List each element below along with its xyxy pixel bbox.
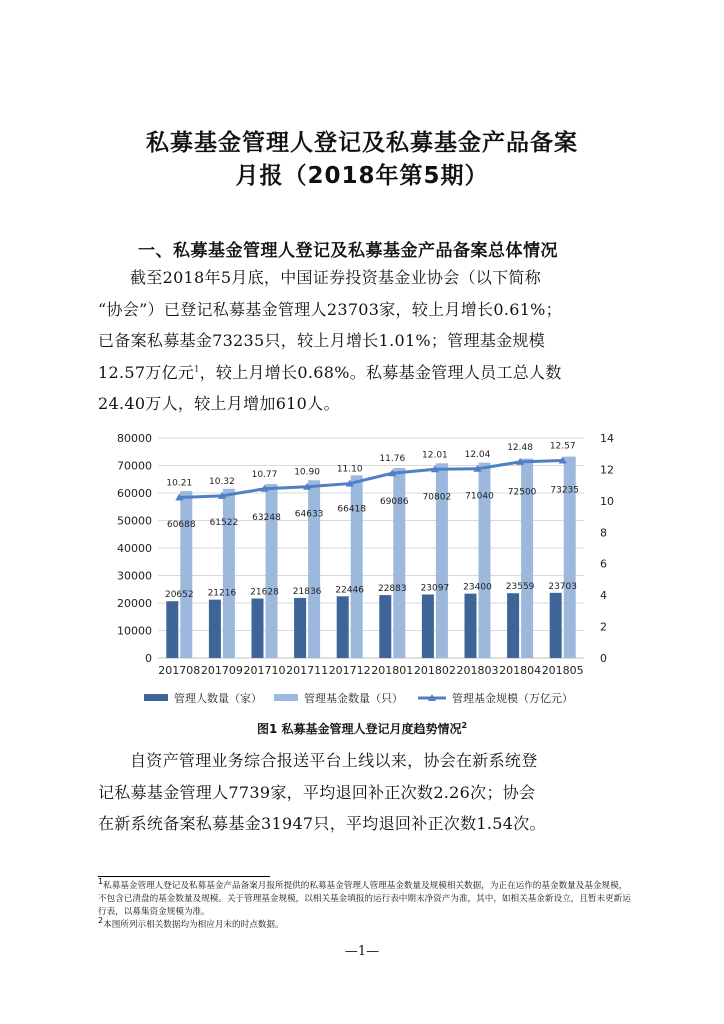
left-tick-label: 70000	[117, 459, 152, 473]
right-tick-label: 14	[600, 432, 614, 445]
scale-line	[179, 460, 562, 497]
managers-data-label: 20652	[164, 590, 194, 601]
scale-text: 12.57万亿元	[98, 362, 195, 382]
bar-funds	[308, 480, 320, 658]
managers-data-label: 23703	[548, 581, 578, 592]
legend-label-funds: 管理基金数量（只）	[304, 692, 403, 705]
system-paragraph	[98, 745, 632, 840]
footnote-1	[98, 877, 634, 919]
bar-managers	[166, 601, 178, 658]
funds-data-label: 64633	[294, 509, 324, 520]
footnote-text: 私募基金管理人登记及私募基金产品备案月报所提供的私募基金管理人管理基金数量及规模相关数据，为正在运作的基金数量及基金规模，不包含已清盘的基金数量及规模。关于管理基金规模，以相关基金填报的运行表中期末净资产为准，其中，如相关基金新设立，且暂未更新运行表，以募集资金规模为准。	[98, 881, 631, 917]
trend-chart	[96, 428, 630, 718]
scale-data-label: 11.10	[336, 464, 363, 475]
bar-funds	[266, 484, 278, 658]
paragraph-line: 截至2018年5月底，中国证券投资基金业协会（以下简称	[130, 268, 541, 287]
scale-data-label: 10.77	[251, 469, 278, 480]
footnote-divider	[98, 876, 270, 877]
page-title-line2: 月报（2018年第5期）	[235, 163, 489, 189]
legend-label-scale: 管理基金规模（万亿元）	[452, 692, 573, 705]
funds-data-label: 71040	[465, 491, 494, 502]
scale-data-label: 12.48	[507, 442, 533, 453]
summary-paragraph	[98, 262, 632, 420]
bar-funds	[223, 489, 235, 658]
right-axis-ticks	[600, 432, 614, 665]
left-axis-ticks	[117, 432, 152, 665]
left-tick-label: 50000	[117, 514, 152, 528]
left-tick-label: 10000	[117, 624, 152, 638]
scale-data-label: 10.32	[209, 476, 235, 487]
managers-data-label: 23559	[505, 582, 535, 593]
x-tick-label: 201805	[541, 664, 584, 677]
x-tick-label: 201712	[328, 664, 371, 677]
scale-data-label: 10.90	[294, 467, 320, 478]
scale-data-label: 12.01	[422, 450, 448, 461]
right-tick-label: 4	[600, 589, 607, 603]
paragraph-line: 在新系统备案私募基金31947只，平均退回补正次数1.54次。	[98, 814, 546, 833]
managers-data-label: 23097	[420, 583, 450, 594]
paragraph-line: 自资产管理业务综合报送平台上线以来，协会在新系统登	[130, 751, 538, 770]
legend-swatch-managers	[144, 694, 168, 701]
managers-data-label: 22446	[335, 585, 365, 596]
paragraph-line: 已备案私募基金73235只，较上月增长1.01%；管理基金规模	[98, 331, 546, 350]
footnote-2	[98, 916, 634, 932]
paragraph-line: 24.40万人，较上月增加610人。	[98, 394, 340, 413]
bar-managers	[507, 593, 519, 658]
left-tick-label: 20000	[117, 597, 152, 610]
x-tick-label: 201710	[243, 664, 286, 677]
footnote-mark: 1	[98, 877, 104, 887]
bar-managers	[209, 600, 221, 658]
funds-data-label: 60688	[166, 520, 196, 531]
scale-data-label: 12.57	[549, 441, 576, 452]
funds-data-label: 63248	[252, 513, 281, 524]
x-tick-label: 201709	[200, 664, 243, 677]
left-tick-label: 30000	[117, 569, 152, 583]
funds-data-label: 73235	[550, 485, 580, 496]
chart-gridlines	[158, 438, 584, 658]
growth-text: ，较上月增长0.68%。私募基金管理人员工总人数	[199, 362, 562, 382]
x-tick-label: 201708	[158, 664, 201, 677]
x-axis-labels	[158, 664, 583, 677]
managers-data-label: 21836	[292, 586, 322, 597]
left-tick-label: 0	[145, 652, 152, 665]
scale-data-label: 11.76	[379, 454, 406, 465]
figure-caption-text: 图1 私募基金管理人登记月度趋势情况	[256, 722, 462, 736]
right-tick-label: 10	[600, 494, 614, 508]
right-tick-label: 2	[600, 620, 607, 634]
legend-swatch-funds	[274, 694, 298, 701]
bar-managers	[252, 599, 264, 658]
paragraph-line: 记私募基金管理人7739家，平均退回补正次数2.26次；协会	[98, 782, 536, 802]
x-tick-label: 201802	[413, 664, 456, 677]
funds-data-label: 72500	[507, 487, 537, 498]
footnote-text: 本图所列示相关数据均为相应月末的时点数据。	[103, 920, 284, 930]
bar-managers	[379, 595, 391, 658]
left-tick-label: 60000	[117, 487, 152, 500]
bar-managers	[465, 594, 477, 658]
bar-managers	[422, 594, 434, 658]
funds-data-label: 69086	[379, 497, 409, 508]
managers-data-label: 21628	[250, 587, 279, 598]
bar-managers	[337, 596, 349, 658]
managers-data-label: 21216	[207, 588, 237, 599]
footnote-mark: 2	[98, 916, 104, 926]
page-title-line1: 私募基金管理人登记及私募基金产品备案	[146, 130, 578, 156]
footnote-ref[interactable]: 1	[194, 364, 200, 374]
x-tick-label: 201801	[371, 664, 414, 677]
right-tick-label: 12	[600, 463, 614, 477]
chart-legend	[144, 691, 573, 705]
managers-data-label: 23400	[463, 582, 492, 593]
x-tick-label: 201804	[499, 664, 542, 677]
scale-data-label: 12.04	[464, 449, 491, 460]
managers-data-label: 22883	[377, 584, 407, 595]
funds-data-label: 66418	[337, 504, 367, 515]
paragraph-line: “协会”）已登记私募基金管理人23703家，较上月增长0.61%；	[98, 299, 562, 319]
x-tick-label: 201803	[456, 664, 499, 677]
legend-label-managers: 管理人数量（家）	[174, 692, 262, 705]
bar-managers	[550, 593, 562, 658]
page-number: —1—	[344, 944, 380, 959]
section-heading: 一、私募基金管理人登记及私募基金产品备案总体情况	[138, 241, 558, 261]
right-tick-label: 0	[600, 652, 607, 665]
footnotes	[98, 877, 634, 932]
left-tick-label: 40000	[117, 542, 152, 555]
footnote-ref[interactable]: 2	[461, 721, 468, 730]
funds-data-label: 61522	[209, 517, 239, 528]
right-tick-label: 6	[600, 557, 607, 571]
bar-managers	[294, 598, 306, 658]
left-tick-label: 80000	[117, 432, 152, 445]
paragraph-line	[98, 357, 632, 389]
funds-data-label: 70802	[422, 492, 452, 503]
bar-funds	[351, 475, 363, 658]
scale-data-label: 10.21	[166, 478, 193, 489]
x-tick-label: 201711	[286, 664, 329, 677]
bar-funds	[180, 491, 192, 658]
right-tick-label: 8	[600, 526, 607, 540]
figure-caption	[0, 720, 724, 737]
